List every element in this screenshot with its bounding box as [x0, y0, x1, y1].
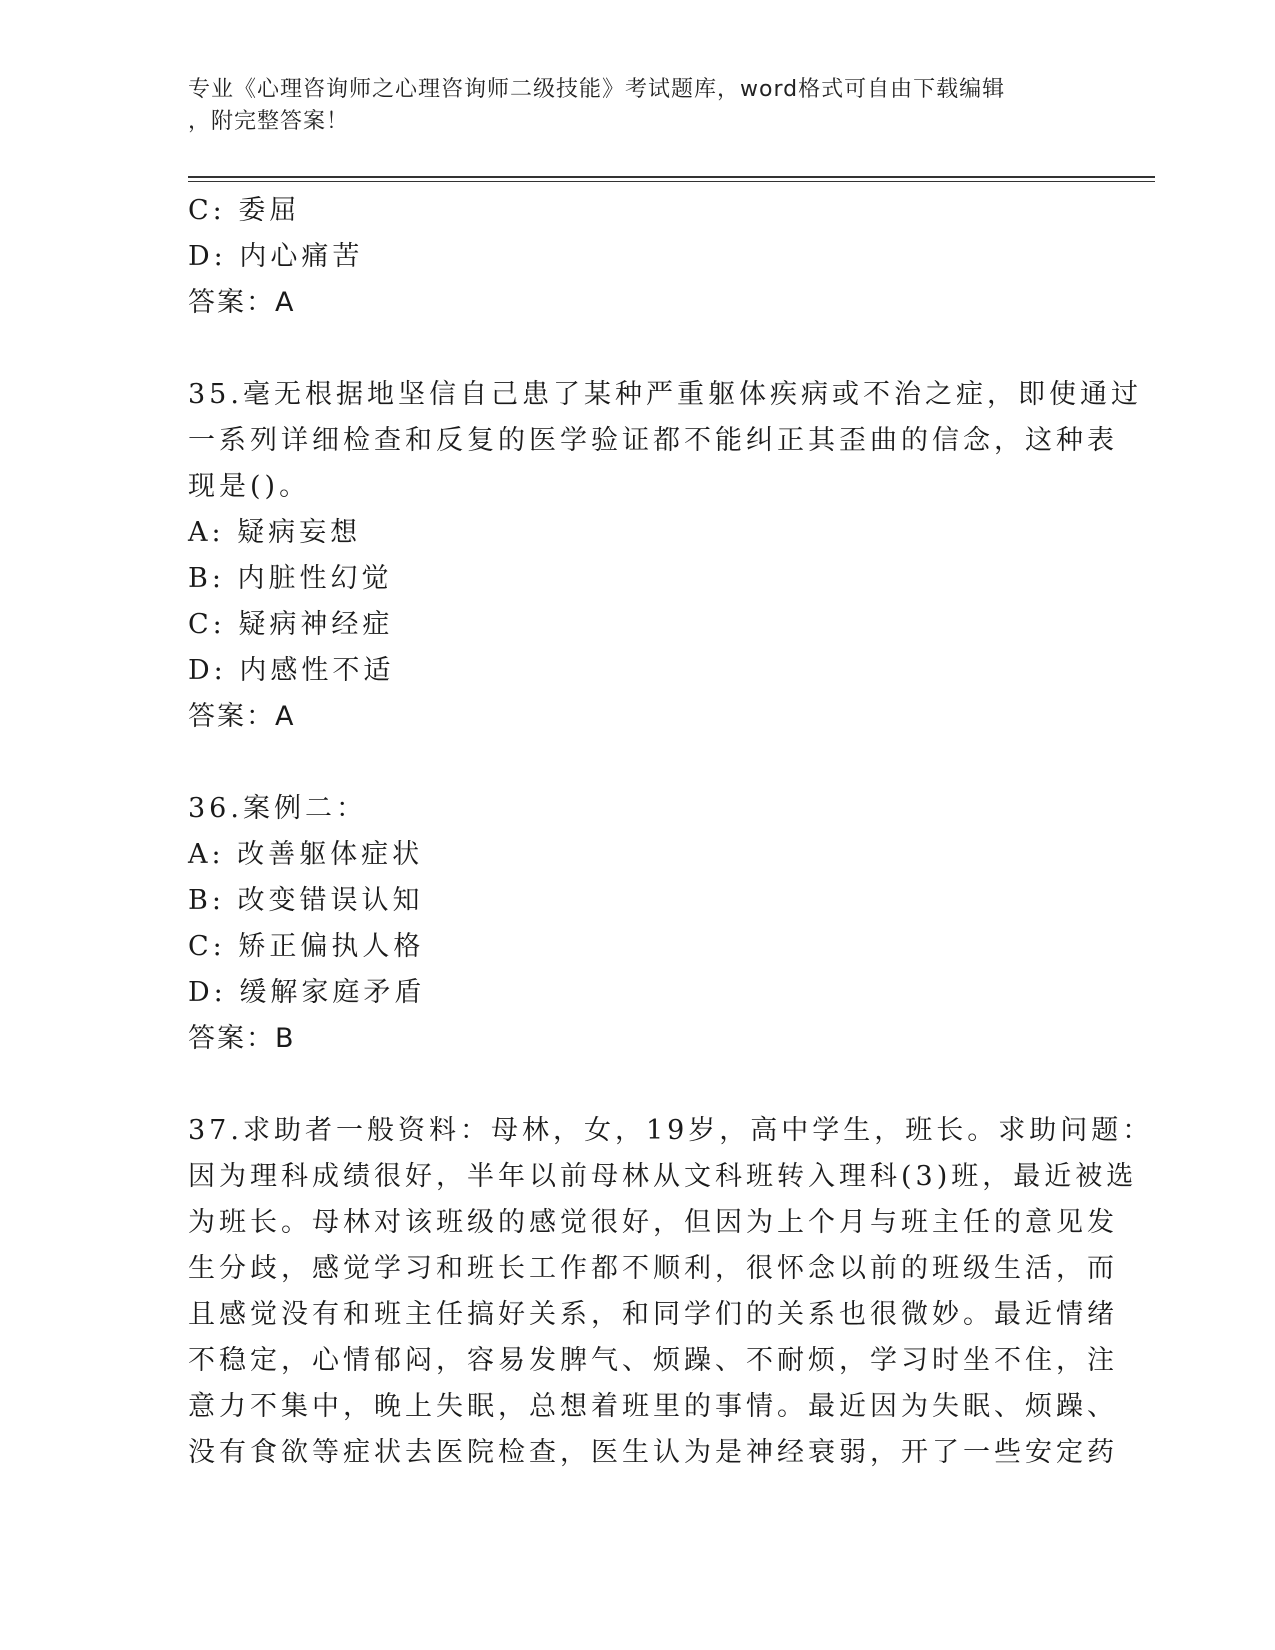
answer-line: 答案：A — [188, 701, 296, 732]
question-text-line: 37.求助者一般资料：母林，女，19岁，高中学生，班长。求助问题： — [188, 1115, 1154, 1146]
answer-line: 答案：B — [188, 1023, 296, 1054]
header-line-1: 专业《心理咨询师之心理咨询师二级技能》考试题库，word格式可自由下载编辑 — [188, 77, 1006, 102]
question-text-line: 意力不集中，晚上失眠，总想着班里的事情。最近因为失眠、烦躁、 — [188, 1391, 1118, 1422]
header-line-2: ，附完整答案！ — [188, 109, 350, 134]
option-c: C: 矫正偏执人格 — [188, 931, 425, 962]
question-text-line: 为班长。母林对该班级的感觉很好，但因为上个月与班主任的意见发 — [188, 1207, 1118, 1238]
question-37 — [188, 1108, 1154, 1476]
option-d: D: 内心痛苦 — [188, 241, 364, 272]
option-c: C: 委屈 — [188, 195, 301, 226]
option-d: D: 内感性不适 — [188, 655, 395, 686]
header-rule-thin — [188, 181, 1155, 182]
header-rule-thick — [188, 176, 1155, 178]
spacer — [188, 326, 1088, 372]
question-text-line: 生分歧，感觉学习和班长工作都不顺利，很怀念以前的班级生活，而 — [188, 1253, 1118, 1284]
question-34-tail — [188, 188, 1088, 326]
question-text-line: 因为理科成绩很好，半年以前母林从文科班转入理科(3)班，最近被选 — [188, 1161, 1138, 1192]
answer-line: 答案：A — [188, 287, 296, 318]
spacer — [188, 740, 1088, 786]
question-text-line: 现是()。 — [188, 471, 311, 502]
question-text-line: 一系列详细检查和反复的医学验证都不能纠正其歪曲的信念，这种表 — [188, 425, 1118, 456]
question-36 — [188, 786, 1088, 1062]
question-text-line: 没有食欲等症状去医院检查，医生认为是神经衰弱，开了一些安定药 — [188, 1437, 1118, 1468]
document-body — [188, 188, 1154, 1476]
question-text-line: 36.案例二： — [188, 793, 367, 824]
option-a: A: 改善躯体症状 — [188, 839, 424, 870]
option-b: B: 改变错误认知 — [188, 885, 424, 916]
document-header — [188, 74, 1068, 138]
question-text-line: 不稳定，心情郁闷，容易发脾气、烦躁、不耐烦，学习时坐不住，注 — [188, 1345, 1118, 1376]
question-text-line: 且感觉没有和班主任搞好关系，和同学们的关系也很微妙。最近情绪 — [188, 1299, 1118, 1330]
question-text-line: 35.毫无根据地坚信自己患了某种严重躯体疾病或不治之症，即使通过 — [188, 379, 1142, 410]
option-d: D: 缓解家庭矛盾 — [188, 977, 426, 1008]
spacer — [188, 1062, 1088, 1108]
option-b: B: 内脏性幻觉 — [188, 563, 393, 594]
question-35 — [188, 372, 1142, 740]
option-c: C: 疑病神经症 — [188, 609, 394, 640]
option-a: A: 疑病妄想 — [188, 517, 362, 548]
